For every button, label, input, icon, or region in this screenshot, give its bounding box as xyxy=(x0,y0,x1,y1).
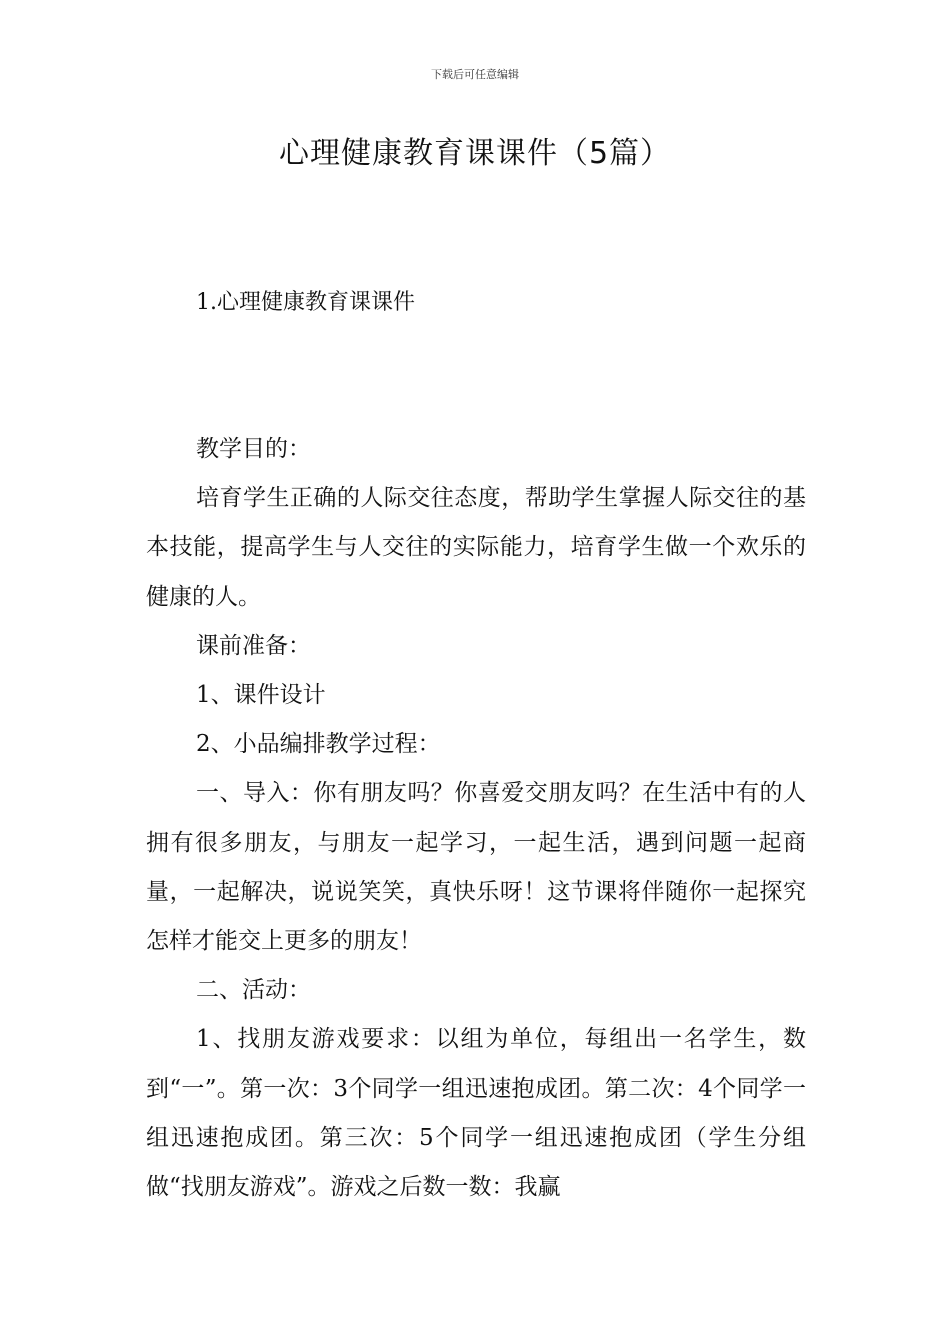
paragraph-teaching-goal: 培育学生正确的人际交往态度，帮助学生掌握人际交往的基本技能，提高学生与人交往的实际能力，培育学生做一个欢乐的健康的人。 xyxy=(146,485,806,610)
document-body xyxy=(146,425,806,1212)
paragraph-teaching-goal-label: 教学目的： xyxy=(196,436,311,462)
document-title: 心理健康教育课课件（5篇） xyxy=(278,136,672,171)
section-heading: 1.心理健康教育课课件 xyxy=(196,290,415,315)
paragraph-activity-1: 1、找朋友游戏要求：以组为单位，每组出一名学生，数到“一”。第一次：3个同学一组迅速抱成团。第二次：4个同学一组迅速抱成团。第三次：5个同学一组迅速抱成团（学生分组做“找朋友游戏”。游戏之后数一数：我赢 xyxy=(146,1026,806,1201)
paragraph-preparation-item-2: 2、小品编排教学过程： xyxy=(196,731,441,758)
paragraph-activity-label: 二、活动： xyxy=(196,977,311,1004)
paragraph-introduction: 一、导入：你有朋友吗？你喜爱交朋友吗？在生活中有的人拥有很多朋友，与朋友一起学习，一起生活，遇到问题一起商量，一起解决，说说笑笑，真快乐呀！这节课将伴随你一起探究怎样才能交上更多的朋友！ xyxy=(146,780,806,955)
paragraph-preparation-label: 课前准备： xyxy=(196,632,311,659)
page-header-note: 下载后可任意编辑 xyxy=(431,68,519,81)
paragraph-preparation-item-1: 1、课件设计 xyxy=(196,682,326,709)
